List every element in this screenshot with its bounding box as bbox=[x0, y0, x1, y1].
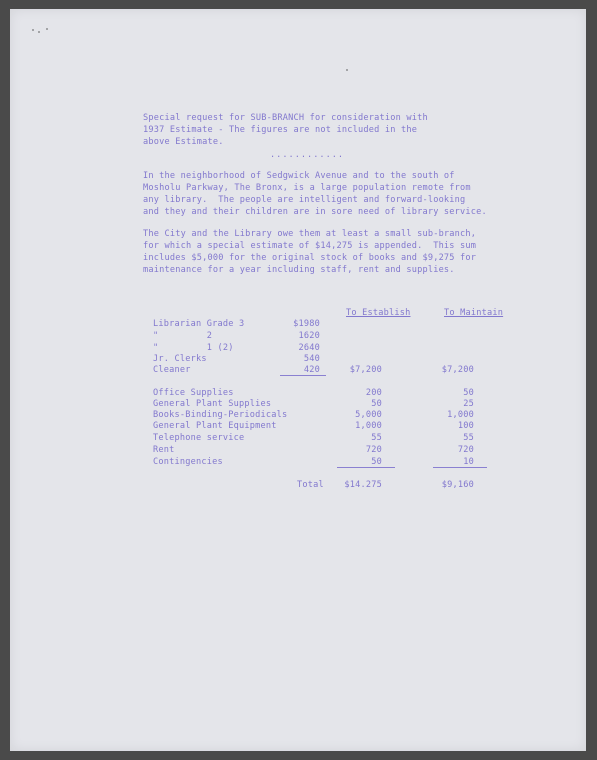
paragraph-1-line-2: Mosholu Parkway, The Bronx, is a large population remote from bbox=[143, 183, 471, 193]
paragraph-1-line-3: any library. The people are intelligent and forward-looking bbox=[143, 195, 466, 205]
item-maintain: 50 bbox=[463, 388, 474, 398]
speck bbox=[46, 28, 48, 30]
total-maintain: $9,160 bbox=[441, 480, 474, 490]
paragraph-1-line-4: and they and their children are in sore need of library service. bbox=[143, 207, 487, 217]
item-label: Telephone service bbox=[153, 433, 245, 443]
column-header-maintain: To Maintain bbox=[444, 308, 504, 318]
item-maintain: 720 bbox=[457, 445, 474, 455]
staff-row-amount: 420 bbox=[303, 365, 320, 375]
header-line-3: above Estimate. bbox=[143, 137, 224, 147]
speck bbox=[32, 29, 34, 31]
paragraph-2-line-1: The City and the Library owe them at least a small sub-branch, bbox=[143, 229, 477, 239]
item-label: Rent bbox=[153, 445, 175, 455]
establish-underline bbox=[337, 467, 395, 468]
staff-total-establish: $7,200 bbox=[349, 365, 382, 375]
staff-row-label: " 2 bbox=[153, 331, 213, 341]
header-line-1: Special request for SUB-BRANCH for consideration with bbox=[143, 113, 428, 123]
paragraph-2-line-2: for which a special estimate of $14,275 is appended. This sum bbox=[143, 241, 477, 251]
staff-row-amount: 540 bbox=[303, 354, 320, 364]
staff-row-label: Jr. Clerks bbox=[153, 354, 207, 364]
column-header-establish: To Establish bbox=[346, 308, 411, 318]
item-establish: 50 bbox=[371, 399, 382, 409]
item-establish: 200 bbox=[365, 388, 382, 398]
separator-dots: ............ bbox=[270, 150, 345, 160]
total-label: Total bbox=[297, 480, 324, 490]
item-maintain: 100 bbox=[457, 421, 474, 431]
staff-underline bbox=[280, 375, 326, 376]
item-maintain: 10 bbox=[463, 457, 474, 467]
speck bbox=[38, 31, 40, 33]
staff-row-amount: $1980 bbox=[293, 319, 320, 329]
paragraph-1-line-1: In the neighborhood of Sedgwick Avenue and to the south of bbox=[143, 171, 455, 181]
item-label: General Plant Equipment bbox=[153, 421, 277, 431]
staff-row-amount: 2640 bbox=[298, 343, 320, 353]
staff-row-label: Librarian Grade 3 bbox=[153, 319, 245, 329]
item-establish: 5,000 bbox=[355, 410, 382, 420]
staff-row-label: Cleaner bbox=[153, 365, 191, 375]
item-establish: 1,000 bbox=[355, 421, 382, 431]
staff-row-label: " 1 (2) bbox=[153, 343, 234, 353]
item-label: Contingencies bbox=[153, 457, 223, 467]
header-line-2: 1937 Estimate - The figures are not included in the bbox=[143, 125, 418, 135]
item-establish: 55 bbox=[371, 433, 382, 443]
paragraph-2-line-4: maintenance for a year including staff, rent and supplies. bbox=[143, 265, 455, 275]
speck bbox=[346, 69, 348, 71]
item-label: Office Supplies bbox=[153, 388, 234, 398]
item-maintain: 1,000 bbox=[447, 410, 474, 420]
item-establish: 50 bbox=[371, 457, 382, 467]
item-establish: 720 bbox=[365, 445, 382, 455]
item-label: General Plant Supplies bbox=[153, 399, 272, 409]
item-maintain: 55 bbox=[463, 433, 474, 443]
staff-row-amount: 1620 bbox=[298, 331, 320, 341]
staff-total-maintain: $7,200 bbox=[441, 365, 474, 375]
item-label: Books-Binding-Periodicals bbox=[153, 410, 288, 420]
item-maintain: 25 bbox=[463, 399, 474, 409]
paragraph-2-line-3: includes $5,000 for the original stock of books and $9,275 for bbox=[143, 253, 477, 263]
maintain-underline bbox=[433, 467, 487, 468]
total-establish: $14.275 bbox=[344, 480, 382, 490]
